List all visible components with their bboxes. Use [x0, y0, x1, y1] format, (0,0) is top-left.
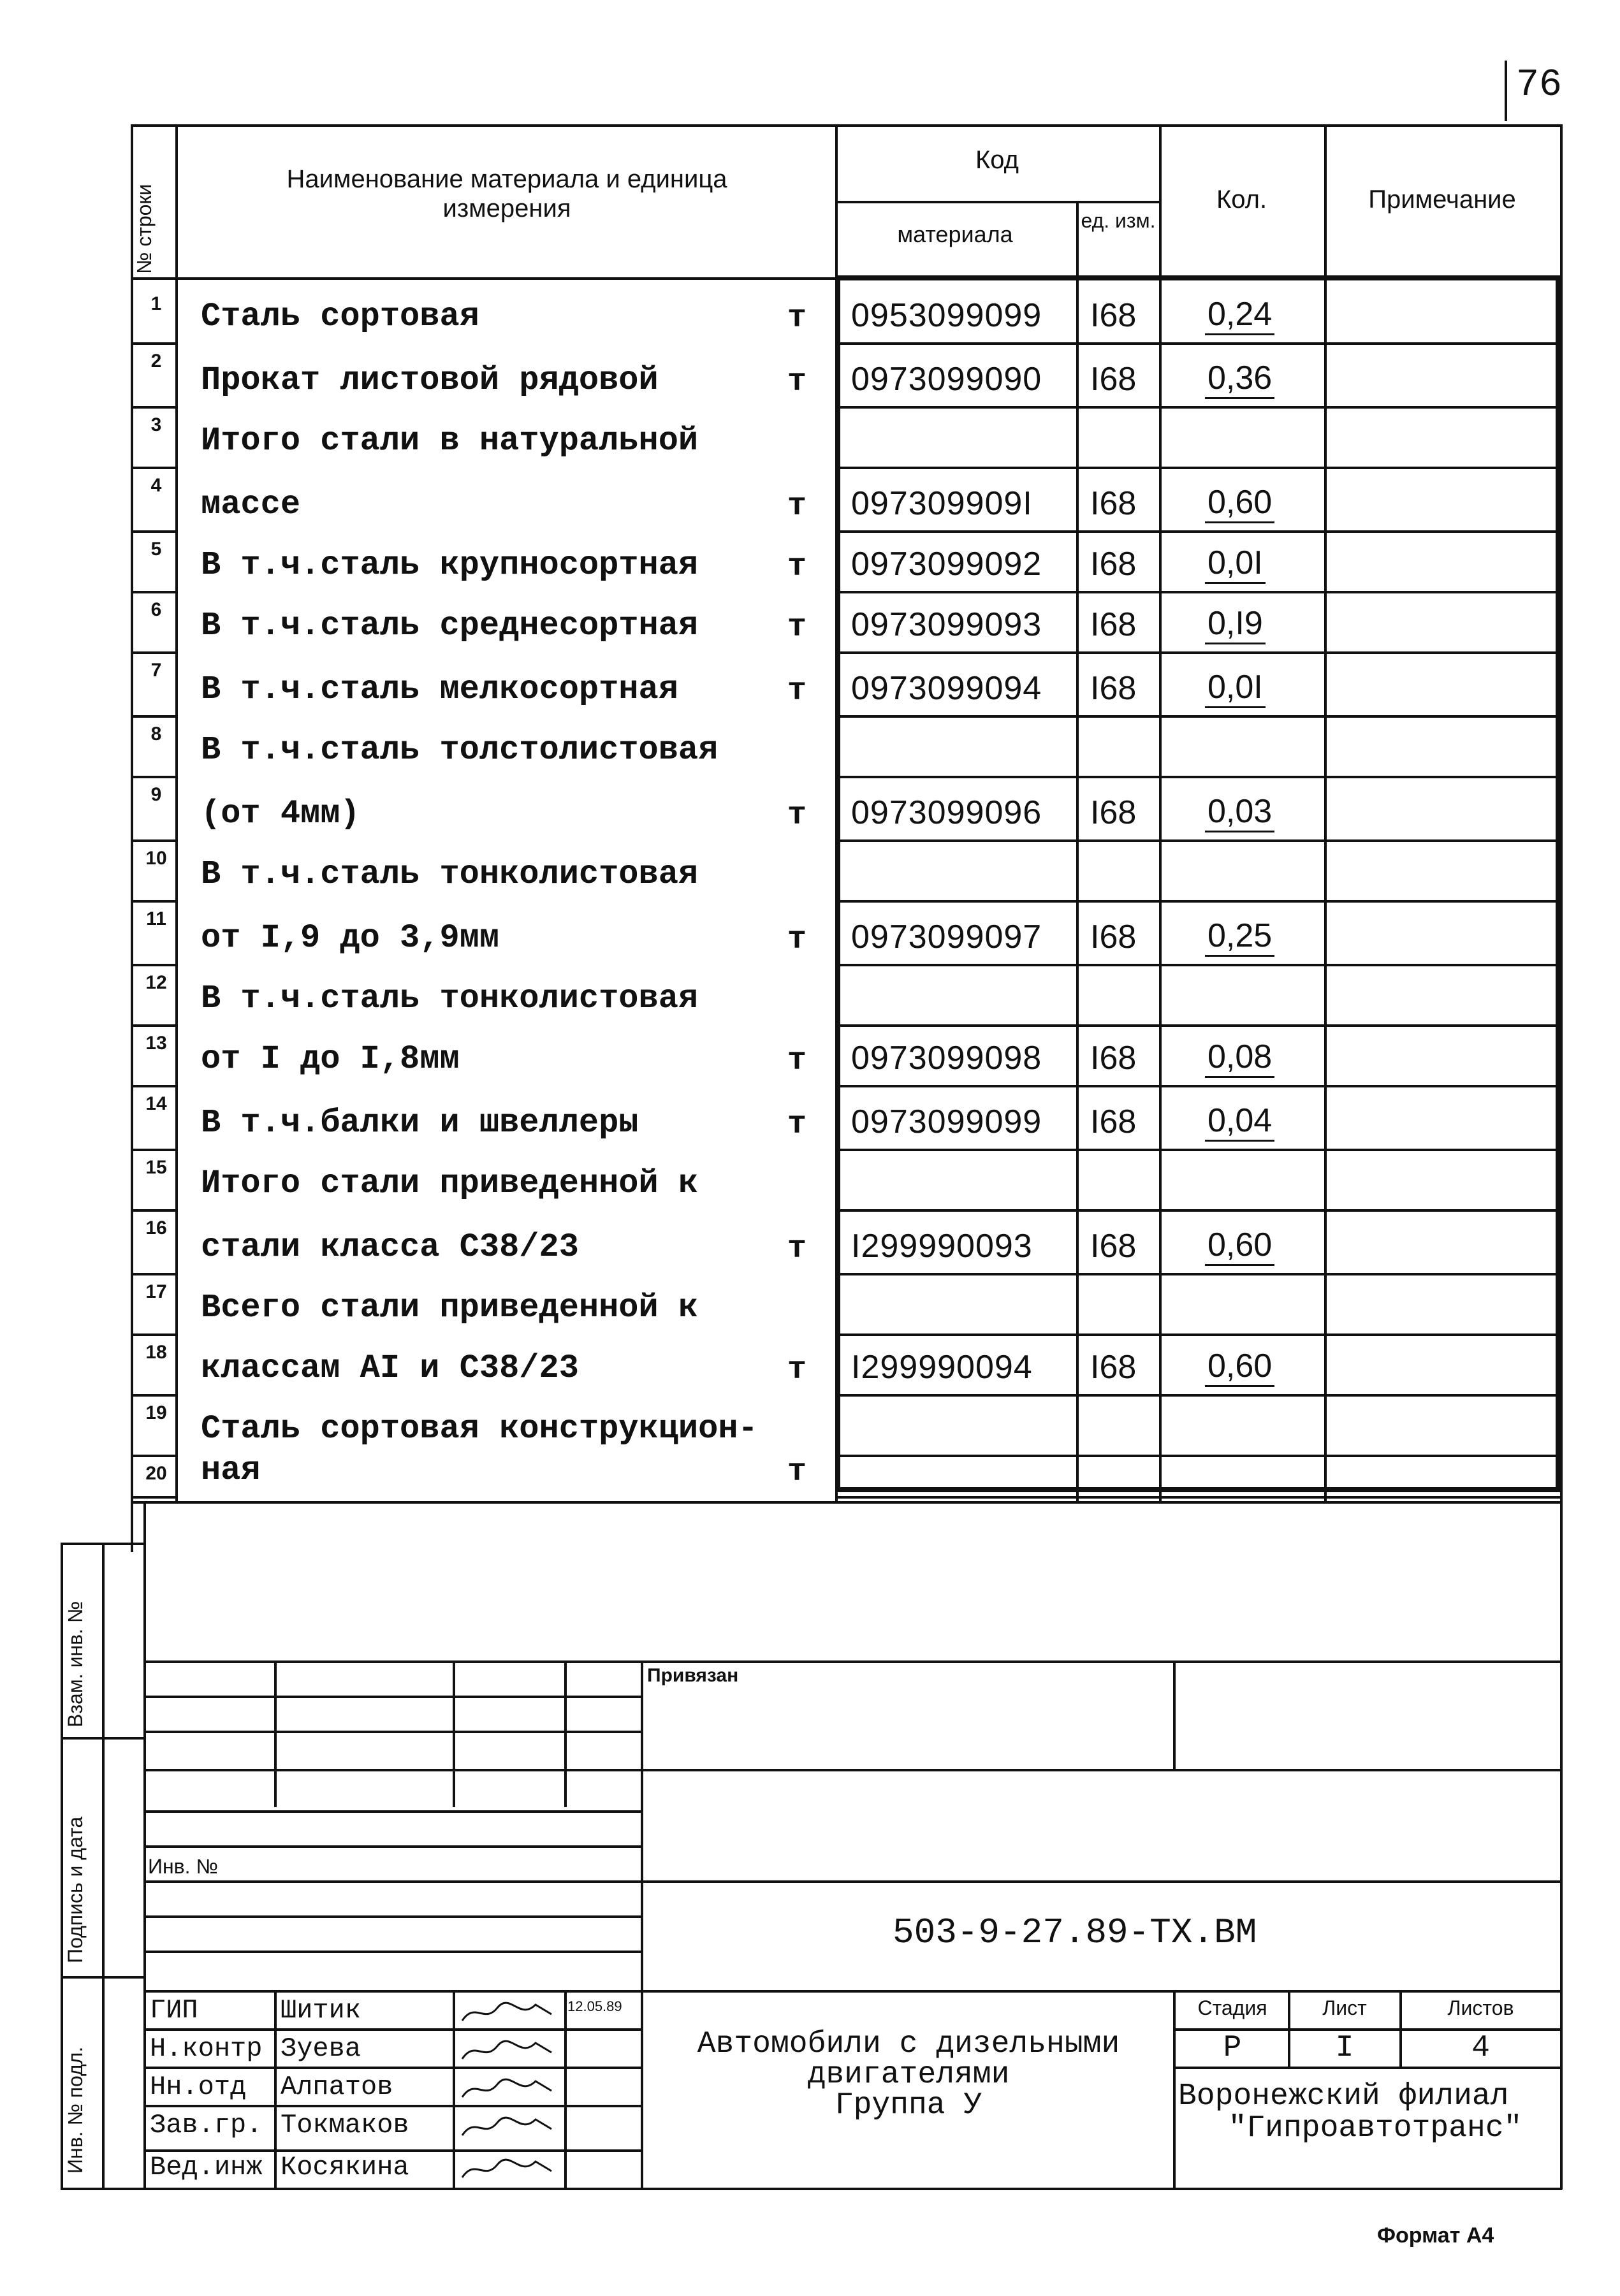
grid-h3	[143, 1769, 1562, 1771]
sheets-value: 4	[1471, 2031, 1490, 2065]
sheets-label: Листов	[1447, 1996, 1514, 2019]
thick-top	[835, 275, 1562, 280]
row-number: 16	[145, 1217, 167, 1239]
row-line	[835, 467, 1562, 469]
row-number: 1	[150, 293, 162, 314]
privyazan-label: Привязан	[647, 1665, 739, 1686]
material-name: В т.ч.балки и швеллеры	[201, 1104, 639, 1142]
material-name: (от 4мм)	[201, 795, 360, 832]
row-number: 11	[146, 908, 166, 929]
quantity: 0,08	[1205, 1038, 1274, 1078]
grid-h6	[143, 1880, 1562, 1883]
table-left-line	[131, 124, 133, 1552]
signature	[459, 2075, 555, 2103]
unit-symbol: т	[787, 1043, 807, 1079]
material-code: 0973099097	[851, 919, 1042, 955]
note-header: Примечание	[1368, 185, 1516, 214]
row-number: 2	[150, 351, 162, 372]
rownum-line	[131, 900, 175, 903]
unit-symbol: т	[787, 673, 807, 709]
quantity: 0,04	[1205, 1101, 1274, 1142]
page-number: 76	[1516, 64, 1563, 107]
signature	[459, 1998, 555, 2027]
quantity: 0,I9	[1205, 604, 1266, 644]
material-name: массе	[201, 486, 301, 523]
inv-no-label: Инв. №	[148, 1855, 218, 1878]
material-code: I299990094	[851, 1349, 1033, 1386]
row-line	[835, 1333, 1562, 1336]
signer-role: Н.контр	[150, 2033, 263, 2064]
material-name: Всего стали приведенной к	[201, 1289, 699, 1326]
name-header: Наименование материала и единица измерения	[286, 165, 727, 222]
unit-code: I68	[1090, 606, 1137, 643]
row-number: 8	[150, 723, 162, 745]
format-label: Формат А4	[1377, 2223, 1494, 2248]
unit-code: I68	[1090, 546, 1137, 583]
material-name: от I до I,8мм	[201, 1040, 460, 1078]
row-line	[835, 342, 1562, 345]
table-top-line	[131, 124, 1562, 127]
grid-v4	[641, 1660, 643, 2190]
unit-symbol: т	[787, 1107, 807, 1143]
rownum-line	[131, 1333, 175, 1336]
grid-v1b	[274, 1990, 277, 2190]
material-name: В т.ч.сталь тонколистовая	[201, 980, 699, 1017]
quantity: 0,36	[1205, 359, 1274, 399]
rownum-line	[131, 1394, 175, 1397]
page-number-divider	[1505, 61, 1507, 121]
note-col-line	[1324, 124, 1327, 1501]
frame-bottom-line	[143, 2188, 1562, 2190]
unit-symbol: т	[787, 549, 807, 585]
rownum-line	[131, 342, 175, 345]
material-code: I299990093	[851, 1228, 1033, 1265]
material-name: Итого стали в натуральной	[201, 422, 699, 460]
rownum-line	[131, 715, 175, 718]
rownum-line	[131, 467, 175, 469]
stage-h2	[1173, 2067, 1562, 2069]
code-split-line	[835, 201, 1159, 203]
signer-role: ГИП	[150, 1995, 198, 2026]
signer-name: Зуева	[281, 2033, 361, 2064]
rownum-line	[131, 651, 175, 654]
privyazan-split	[1173, 1660, 1176, 1769]
rownum-line	[131, 1455, 175, 1457]
row-number: 9	[150, 784, 162, 805]
rownum-line	[131, 839, 175, 842]
thick-right	[1556, 275, 1561, 1492]
material-name: В т.ч.сталь мелкосортная	[201, 671, 678, 708]
row-line	[835, 1209, 1562, 1212]
material-name: В т.ч.сталь толстолистовая	[201, 731, 719, 769]
rownum-line	[131, 1149, 175, 1151]
grid-v3b	[564, 1990, 567, 2190]
row-line	[835, 1394, 1562, 1397]
title-line-3: Группа У	[835, 2088, 982, 2123]
row-number: 14	[145, 1093, 167, 1114]
unit-code: I68	[1090, 919, 1137, 955]
inv-label: Инв. № подл.	[64, 2046, 87, 2174]
row-line	[835, 1024, 1562, 1027]
material-name: В т.ч.сталь среднесортная	[201, 607, 699, 644]
unit-col-line	[1076, 201, 1079, 1501]
row-line	[835, 715, 1562, 718]
row-number: 13	[145, 1033, 167, 1054]
grid-h9	[143, 1990, 1562, 1993]
rownum-line	[131, 964, 175, 966]
stage-label: Стадия	[1197, 1996, 1267, 2019]
signer-role: Зав.гр.	[150, 2110, 263, 2140]
row-line	[835, 530, 1562, 533]
table-bottom-line	[131, 1501, 1562, 1504]
row-number: 6	[150, 599, 162, 620]
row-number: 5	[150, 539, 162, 560]
thick-left	[835, 275, 840, 1492]
row-line	[835, 1149, 1562, 1151]
stage-split	[1173, 1990, 1176, 2190]
stage-value: Р	[1223, 2031, 1242, 2065]
grid-v3a	[564, 1660, 567, 1807]
sign-date: 12.05.89	[567, 1998, 622, 2014]
sheet-label: Лист	[1322, 1996, 1367, 2019]
unit-symbol: т	[787, 1454, 807, 1490]
material-code: 0973099090	[851, 361, 1042, 398]
doc-code: 503-9-27.89-ТХ.ВМ	[893, 1912, 1257, 1953]
row-number: 15	[145, 1157, 167, 1178]
row-number: 10	[145, 848, 167, 869]
material-name: В т.ч.сталь тонколистовая	[201, 855, 699, 893]
material-name: Сталь сортовая конструкцион-	[201, 1410, 758, 1448]
grid-v1a	[274, 1660, 277, 1807]
unit-code: I68	[1090, 794, 1137, 831]
row-line	[835, 839, 1562, 842]
signature	[459, 2037, 555, 2065]
row-no-header: № строки	[133, 184, 156, 274]
rownum-col-line	[175, 124, 178, 1501]
code-header: Код	[975, 146, 1019, 174]
material-name: Сталь сортовая	[201, 298, 479, 335]
unit-symbol: т	[787, 797, 807, 834]
signature	[459, 2155, 555, 2184]
unit-symbol: т	[787, 300, 807, 337]
frame-right-line	[1560, 1501, 1563, 2190]
grid-h8	[143, 1951, 641, 1953]
quantity: 0,24	[1205, 295, 1274, 335]
unit-symbol: т	[787, 609, 807, 646]
unit-code: I68	[1090, 1349, 1137, 1386]
rownum-line	[131, 591, 175, 593]
quantity: 0,60	[1205, 1226, 1274, 1266]
unit-code: I68	[1090, 1040, 1137, 1077]
rownum-line	[131, 406, 175, 409]
material-code: 0973099098	[851, 1040, 1042, 1077]
row-number: 19	[145, 1402, 167, 1423]
row-line	[835, 900, 1562, 903]
title-line-2: двигателями	[807, 2058, 1010, 2092]
unit-symbol: т	[787, 922, 807, 958]
row-line	[835, 1085, 1562, 1087]
row-number: 12	[145, 972, 167, 993]
row-line	[835, 591, 1562, 593]
grid-h5	[143, 1845, 641, 1848]
unit-code: I68	[1090, 1228, 1137, 1265]
material-code: 0973099099	[851, 1103, 1042, 1140]
row-number: 17	[145, 1281, 167, 1302]
row-number: 7	[150, 660, 162, 681]
unit-symbol: т	[787, 364, 807, 400]
quantity: 0,60	[1205, 1347, 1274, 1387]
rownum-line	[131, 1085, 175, 1087]
rownum-line	[131, 1024, 175, 1027]
qty-header: Кол.	[1216, 185, 1267, 214]
material-header: материала	[897, 221, 1013, 247]
org-line-2: "Гипроавтотранс"	[1228, 2111, 1522, 2146]
signer-name: Шитик	[281, 1995, 361, 2026]
row-number: 4	[150, 475, 162, 496]
material-name: от I,9 до 3,9мм	[201, 919, 500, 957]
grid-v2a	[453, 1660, 455, 1807]
row-line	[835, 1455, 1562, 1457]
grid-h4	[143, 1810, 641, 1813]
side-inner-line	[102, 1543, 105, 2190]
material-code: 0973099092	[851, 546, 1042, 583]
sheet-value: I	[1335, 2031, 1354, 2065]
quantity: 0,60	[1205, 483, 1274, 523]
rownum-line	[131, 1209, 175, 1212]
unit-code: I68	[1090, 297, 1137, 334]
quantity: 0,25	[1205, 917, 1274, 957]
material-name: Прокат листовой рядовой	[201, 361, 659, 399]
material-code: 0973099094	[851, 670, 1042, 707]
material-code: 0973099096	[851, 794, 1042, 831]
row-number: 18	[145, 1342, 167, 1363]
material-name: классам АI и С38/23	[201, 1349, 579, 1387]
stamp-top-line	[143, 1660, 1562, 1663]
qty-col-line	[1159, 124, 1162, 1501]
material-code: 0973099093	[851, 606, 1042, 643]
rownum-line	[131, 1496, 175, 1499]
row-number: 20	[145, 1463, 167, 1484]
rownum-line	[131, 1273, 175, 1275]
unit-code: I68	[1090, 361, 1137, 398]
material-name: Итого стали приведенной к	[201, 1165, 699, 1202]
row-line	[835, 964, 1562, 966]
material-code: 097309909I	[851, 485, 1033, 522]
rownum-line	[131, 530, 175, 533]
row-line	[835, 1496, 1562, 1499]
grid-h7	[143, 1915, 641, 1918]
stage-v2	[1399, 1990, 1402, 2067]
grid-v2b	[453, 1990, 455, 2190]
row-line	[835, 1273, 1562, 1275]
unit-code: I68	[1090, 670, 1137, 707]
material-name: В т.ч.сталь крупносортная	[201, 546, 699, 584]
row-line	[835, 406, 1562, 409]
signature	[459, 2113, 555, 2142]
vzam-label: Взам. инв. №	[64, 1601, 87, 1727]
quantity: 0,0I	[1205, 544, 1266, 584]
material-code: 0953099099	[851, 297, 1042, 334]
quantity: 0,0I	[1205, 668, 1266, 708]
unit-symbol: т	[787, 1352, 807, 1388]
material-name: ная	[201, 1451, 261, 1489]
row-line	[835, 776, 1562, 778]
side-strip-line	[61, 1543, 63, 2190]
unit-header: ед. изм.	[1081, 209, 1156, 232]
signer-name: Косякина	[281, 2152, 409, 2183]
unit-symbol: т	[787, 1231, 807, 1267]
unit-symbol: т	[787, 488, 807, 525]
row-line	[835, 651, 1562, 654]
rownum-line	[131, 776, 175, 778]
title-line-1: Автомобили с дизельными	[697, 2027, 1120, 2061]
row-number: 3	[150, 414, 162, 435]
unit-code: I68	[1090, 485, 1137, 522]
thick-bottom	[835, 1487, 1562, 1492]
signer-name: Токмаков	[281, 2110, 409, 2140]
quantity: 0,03	[1205, 792, 1274, 832]
material-name: стали класса С38/23	[201, 1228, 579, 1266]
signer-name: Алпатов	[281, 2072, 393, 2102]
signer-role: Нн.отд	[150, 2072, 247, 2102]
signer-role: Вед.инж	[150, 2152, 263, 2183]
unit-code: I68	[1090, 1103, 1137, 1140]
org-line-1: Воронежский филиал	[1178, 2079, 1509, 2114]
podpis-label: Подпись и дата	[64, 1816, 87, 1963]
